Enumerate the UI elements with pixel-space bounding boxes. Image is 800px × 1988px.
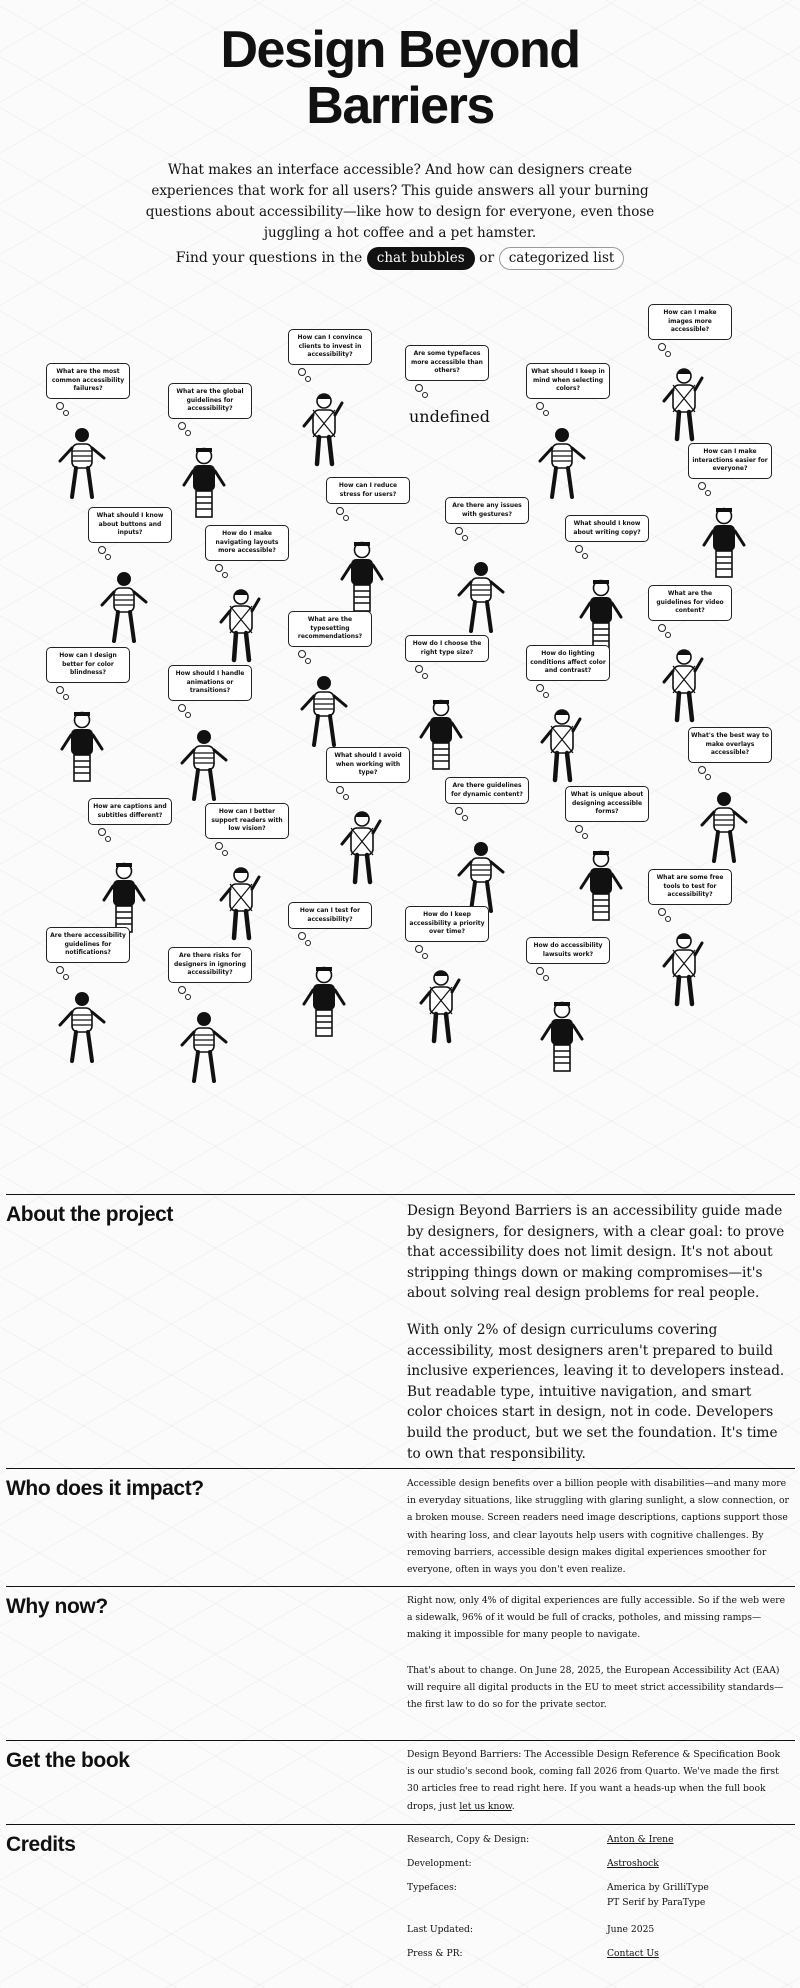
typeface-1: America by GrilliType	[607, 1882, 709, 1893]
question-text: How do accessibility lawsuits work?	[533, 942, 603, 958]
question-item	[526, 363, 614, 399]
question-text: What should I know about buttons and inputs?	[96, 512, 164, 536]
person-illustration	[209, 865, 273, 943]
question-text: What should I avoid when working with type?	[334, 752, 402, 776]
thought-dot	[536, 967, 544, 975]
question-text: How can I convince clients to invest in accessibility?	[297, 334, 363, 358]
thought-dot	[462, 535, 468, 541]
question-bubble[interactable]	[46, 927, 130, 963]
thought-dot	[56, 402, 64, 410]
question-text: How can I reduce stress for users?	[338, 482, 398, 498]
thought-dot	[298, 368, 306, 376]
thought-dot	[415, 384, 423, 392]
question-bubble[interactable]	[168, 383, 252, 419]
thought-dot	[305, 940, 311, 946]
person-illustration	[172, 445, 236, 523]
notify-me-link[interactable]: let us know	[459, 1800, 512, 1812]
thought-dot	[56, 686, 64, 694]
person-illustration	[292, 964, 356, 1042]
question-bubble[interactable]	[526, 937, 610, 964]
credit-research-link[interactable]: Anton & Irene	[607, 1834, 674, 1845]
person-illustration	[692, 789, 756, 867]
question-text: What are some free tools to test for accessibility?	[656, 874, 724, 898]
question-item	[445, 497, 533, 524]
question-text: How do lighting conditions affect color and contrast?	[530, 650, 606, 674]
question-text: Are there accessibility guidelines for notifications?	[50, 932, 126, 956]
thought-dot	[185, 712, 191, 718]
question-item	[288, 611, 376, 647]
impact-paragraph: Accessible design benefits over a billion people with disabilities—and many more in everyday situations, like struggling with glaring sunlight, a slow connection, or a broken mouse. Screen readers need image descriptions, captions support those with hearing loss, and clear layouts help users with cognitive challenges. By removing barriers, accessible design makes digital experiences smoother for everyone, often in ways you don't even realize.	[407, 1478, 789, 1576]
why-now-paragraph-1: Right now, only 4% of digital experiences are fully accessible. So if the web were a sidewalk, 96% of it would be full of cracks, potholes, and missing ramps—making it impossible for many people to navigate.	[407, 1595, 786, 1641]
question-item	[288, 902, 376, 929]
question-item	[648, 304, 736, 340]
impact-heading: Who does it impact?	[6, 1477, 204, 1500]
question-text: What should I know about writing copy?	[573, 520, 641, 536]
question-text: What are the guidelines for video content?	[656, 590, 724, 614]
thought-dot	[543, 410, 549, 416]
question-item	[648, 585, 736, 621]
about-heading: About the project	[6, 1203, 174, 1226]
person-illustration	[50, 425, 114, 503]
thought-dot	[98, 546, 106, 554]
question-item	[405, 906, 493, 942]
thought-dot	[178, 986, 186, 994]
credit-development-link[interactable]: Astroshock	[607, 1858, 659, 1869]
thought-dot	[178, 704, 186, 712]
book-body	[407, 1746, 790, 1829]
page-title-line-2: Barriers	[306, 77, 494, 135]
question-bubble[interactable]	[288, 611, 372, 647]
credits-heading: Credits	[6, 1833, 76, 1856]
question-item	[405, 635, 493, 662]
thought-dot	[705, 490, 711, 496]
why-now-body	[407, 1592, 790, 1727]
question-item	[445, 777, 533, 804]
thought-dot	[582, 833, 588, 839]
thought-dot	[658, 624, 666, 632]
question-item	[46, 927, 134, 963]
thought-dot	[415, 945, 423, 953]
thought-dot	[575, 825, 583, 833]
question-item	[526, 645, 614, 681]
question-text: What is unique about designing accessible forms?	[570, 791, 644, 815]
finder-connector: or	[479, 250, 495, 266]
page-title	[0, 22, 800, 134]
thought-dot	[336, 507, 344, 515]
question-text: What are the typesetting recommendations?	[297, 616, 363, 640]
question-bubble[interactable]	[326, 747, 410, 783]
question-bubble[interactable]	[565, 786, 649, 822]
thought-dot	[222, 850, 228, 856]
question-item	[565, 515, 653, 542]
thought-dot	[215, 842, 223, 850]
person-illustration	[330, 809, 394, 887]
question-bubble[interactable]	[326, 477, 410, 504]
book-text: Design Beyond Barriers: The Accessible Design Reference & Specification Book is our studio's second book, coming fall 2026 from Quarto. We've made the first 30 articles free to read right here. If you want a heads-up when the full book drops, just	[407, 1749, 781, 1812]
section-divider	[6, 1468, 795, 1469]
person-illustration	[50, 989, 114, 1067]
book-paragraph	[407, 1746, 790, 1815]
thought-dot	[575, 545, 583, 553]
question-bubble[interactable]	[405, 345, 489, 381]
question-item	[688, 443, 776, 479]
credit-label: Research, Copy & Design:	[407, 1834, 530, 1845]
categorized-list-toggle[interactable]: categorized list	[499, 247, 625, 270]
book-heading: Get the book	[6, 1749, 130, 1772]
question-item	[88, 507, 176, 543]
thought-dot	[665, 351, 671, 357]
person-illustration	[292, 391, 356, 469]
about-paragraph-1: Design Beyond Barriers is an accessibility guide made by designers, for designers, with a clear goal: to prove that accessibility does not limit design. It's not about stripping things down or making compromises—it's about solving real design problems for real people.	[407, 1203, 785, 1302]
thought-dot	[185, 994, 191, 1000]
about-body	[407, 1201, 790, 1480]
person-illustration	[50, 709, 114, 787]
question-text: How can I better support readers with low vision?	[211, 808, 283, 832]
thought-dot	[543, 692, 549, 698]
thought-dot	[698, 482, 706, 490]
question-bubble[interactable]	[405, 906, 489, 942]
question-text: How can I design better for color blindness?	[59, 652, 117, 676]
person-illustration	[449, 559, 513, 637]
person-illustration	[292, 673, 356, 751]
person-illustration	[569, 577, 633, 655]
question-bubble[interactable]	[88, 507, 172, 543]
thought-dot	[462, 815, 468, 821]
thought-dot	[63, 410, 69, 416]
thought-dot	[705, 774, 711, 780]
person-illustration: undefined	[409, 407, 491, 426]
question-bubble[interactable]	[526, 645, 610, 681]
question-text: Are there guidelines for dynamic content?	[451, 782, 523, 798]
thought-dot	[422, 392, 428, 398]
question-bubble-field	[0, 290, 800, 1090]
question-bubble[interactable]	[445, 777, 529, 804]
finder-prefix: Find your questions in the	[175, 250, 363, 266]
question-item	[526, 937, 614, 964]
question-bubble[interactable]	[688, 727, 772, 763]
thought-dot	[536, 402, 544, 410]
question-bubble[interactable]	[526, 363, 610, 399]
person-illustration	[172, 727, 236, 805]
thought-dot	[336, 786, 344, 794]
person-illustration	[692, 505, 756, 583]
question-item	[688, 727, 776, 763]
question-bubble[interactable]	[205, 803, 289, 839]
section-divider	[6, 1740, 795, 1741]
credit-label: Typefaces:	[407, 1882, 457, 1893]
thought-dot	[658, 908, 666, 916]
book-text-end: .	[511, 1800, 515, 1812]
question-item	[288, 329, 376, 365]
thought-dot	[222, 572, 228, 578]
person-illustration	[92, 569, 156, 647]
person-illustration	[530, 707, 594, 785]
question-item	[168, 947, 256, 983]
person-illustration	[652, 366, 716, 444]
question-bubble[interactable]	[88, 798, 172, 825]
person-illustration	[569, 848, 633, 926]
thought-dot	[305, 658, 311, 664]
why-now-paragraph-2: That's about to change. On June 28, 2025, the European Accessibility Act (EAA) will require all digital products in the EU to meet strict accessibility standards—the first law to do so for the private sector.	[407, 1664, 784, 1711]
question-bubble[interactable]	[46, 363, 130, 399]
question-text: How can I make interactions easier for everyone?	[692, 448, 768, 472]
question-item	[405, 345, 493, 426]
question-item	[168, 665, 256, 701]
credit-typefaces-value	[607, 1880, 787, 1910]
question-item	[46, 363, 134, 399]
person-illustration	[530, 999, 594, 1077]
question-text: How can I test for accessibility?	[299, 907, 361, 923]
question-text: What are the most common accessibility failures?	[51, 368, 125, 392]
question-text: What should I keep in mind when selecting colors?	[531, 368, 605, 392]
question-bubble[interactable]	[46, 647, 130, 683]
thought-dot	[185, 430, 191, 436]
thought-dot	[582, 553, 588, 559]
question-bubble[interactable]	[688, 443, 772, 479]
impact-body	[407, 1475, 790, 1592]
thought-dot	[105, 836, 111, 842]
question-item	[205, 803, 293, 839]
section-divider	[6, 1586, 795, 1587]
about-paragraph-2: With only 2% of design curriculums covering accessibility, most designers aren't prepared to build inclusive experiences, leaving it to developers instead. But readable type, intuitive navigation, and smart color choices start in design, not in code. Developers build the product, but we set the foundation. It's time to own that responsibility.	[407, 1321, 785, 1462]
credit-updated-value: June 2025	[607, 1924, 655, 1935]
question-item	[88, 798, 176, 825]
question-text: How should I handle animations or transitions?	[175, 670, 245, 694]
thought-dot	[178, 422, 186, 430]
question-bubble[interactable]	[168, 947, 252, 983]
thought-dot	[455, 527, 463, 535]
question-bubble[interactable]	[405, 635, 489, 662]
thought-dot	[455, 807, 463, 815]
person-illustration	[172, 1009, 236, 1087]
question-bubble[interactable]	[648, 585, 732, 621]
question-bubble[interactable]	[288, 902, 372, 929]
question-item	[326, 747, 414, 783]
thought-dot	[658, 343, 666, 351]
intro-paragraph: What makes an interface accessible? And how can designers create experiences that work for all users? This guide answers all your burning questions about accessibility—like how to design for everyone, even those juggling a hot coffee and a pet hamster.	[145, 162, 655, 241]
person-illustration	[330, 539, 394, 617]
question-item	[565, 786, 653, 822]
thought-dot	[665, 632, 671, 638]
question-text: How do I keep accessibility a priority over time?	[409, 911, 485, 935]
question-item	[46, 647, 134, 683]
typeface-2: PT Serif by ParaType	[607, 1897, 706, 1908]
person-illustration	[409, 697, 473, 775]
thought-dot	[63, 694, 69, 700]
thought-dot	[63, 974, 69, 980]
thought-dot	[536, 684, 544, 692]
credit-label: Last Updated:	[407, 1924, 473, 1935]
section-divider	[6, 1824, 795, 1825]
thought-dot	[98, 828, 106, 836]
question-item	[648, 869, 736, 905]
person-illustration	[409, 968, 473, 1046]
credit-label: Press & PR:	[407, 1948, 463, 1959]
question-item	[205, 525, 293, 561]
thought-dot	[415, 665, 423, 673]
person-illustration	[209, 587, 273, 665]
thought-dot	[56, 966, 64, 974]
why-now-heading: Why now?	[6, 1595, 108, 1618]
question-item	[168, 383, 256, 419]
question-text: How are captions and subtitles different?	[93, 803, 167, 819]
person-illustration	[652, 647, 716, 725]
thought-dot	[305, 376, 311, 382]
page-title-line-1: Design Beyond	[220, 21, 580, 79]
question-text: How can I make images more accessible?	[663, 309, 717, 333]
thought-dot	[298, 932, 306, 940]
question-text: How do I make navigating layouts more accessible?	[215, 530, 279, 554]
thought-dot	[343, 515, 349, 521]
question-text: Are there any issues with gestures?	[452, 502, 522, 518]
thought-dot	[698, 766, 706, 774]
question-bubble[interactable]	[648, 869, 732, 905]
section-divider	[6, 1194, 795, 1195]
question-bubble[interactable]	[565, 515, 649, 542]
thought-dot	[105, 554, 111, 560]
thought-dot	[422, 953, 428, 959]
person-illustration	[652, 931, 716, 1009]
person-illustration	[530, 425, 594, 503]
thought-dot	[665, 916, 671, 922]
question-text: Are some typefaces more accessible than others?	[411, 350, 483, 374]
thought-dot	[298, 650, 306, 658]
question-text: How do I choose the right type size?	[412, 640, 482, 656]
question-bubble[interactable]	[205, 525, 289, 561]
question-text: What are the global guidelines for accessibility?	[176, 388, 244, 412]
thought-dot	[543, 975, 549, 981]
question-text: Are there risks for designers in ignoring accessibility?	[174, 952, 246, 976]
question-bubble[interactable]	[445, 497, 529, 524]
question-bubble[interactable]	[648, 304, 732, 340]
question-finder	[0, 246, 800, 270]
thought-dot	[422, 673, 428, 679]
question-bubble[interactable]	[288, 329, 372, 365]
chat-bubbles-toggle[interactable]: chat bubbles	[367, 247, 475, 270]
contact-us-link[interactable]: Contact Us	[607, 1948, 659, 1959]
question-text: What's the best way to make overlays accessible?	[691, 732, 769, 756]
question-bubble[interactable]	[168, 665, 252, 701]
thought-dot	[343, 794, 349, 800]
credit-label: Development:	[407, 1858, 472, 1869]
thought-dot	[215, 564, 223, 572]
question-item	[326, 477, 414, 504]
